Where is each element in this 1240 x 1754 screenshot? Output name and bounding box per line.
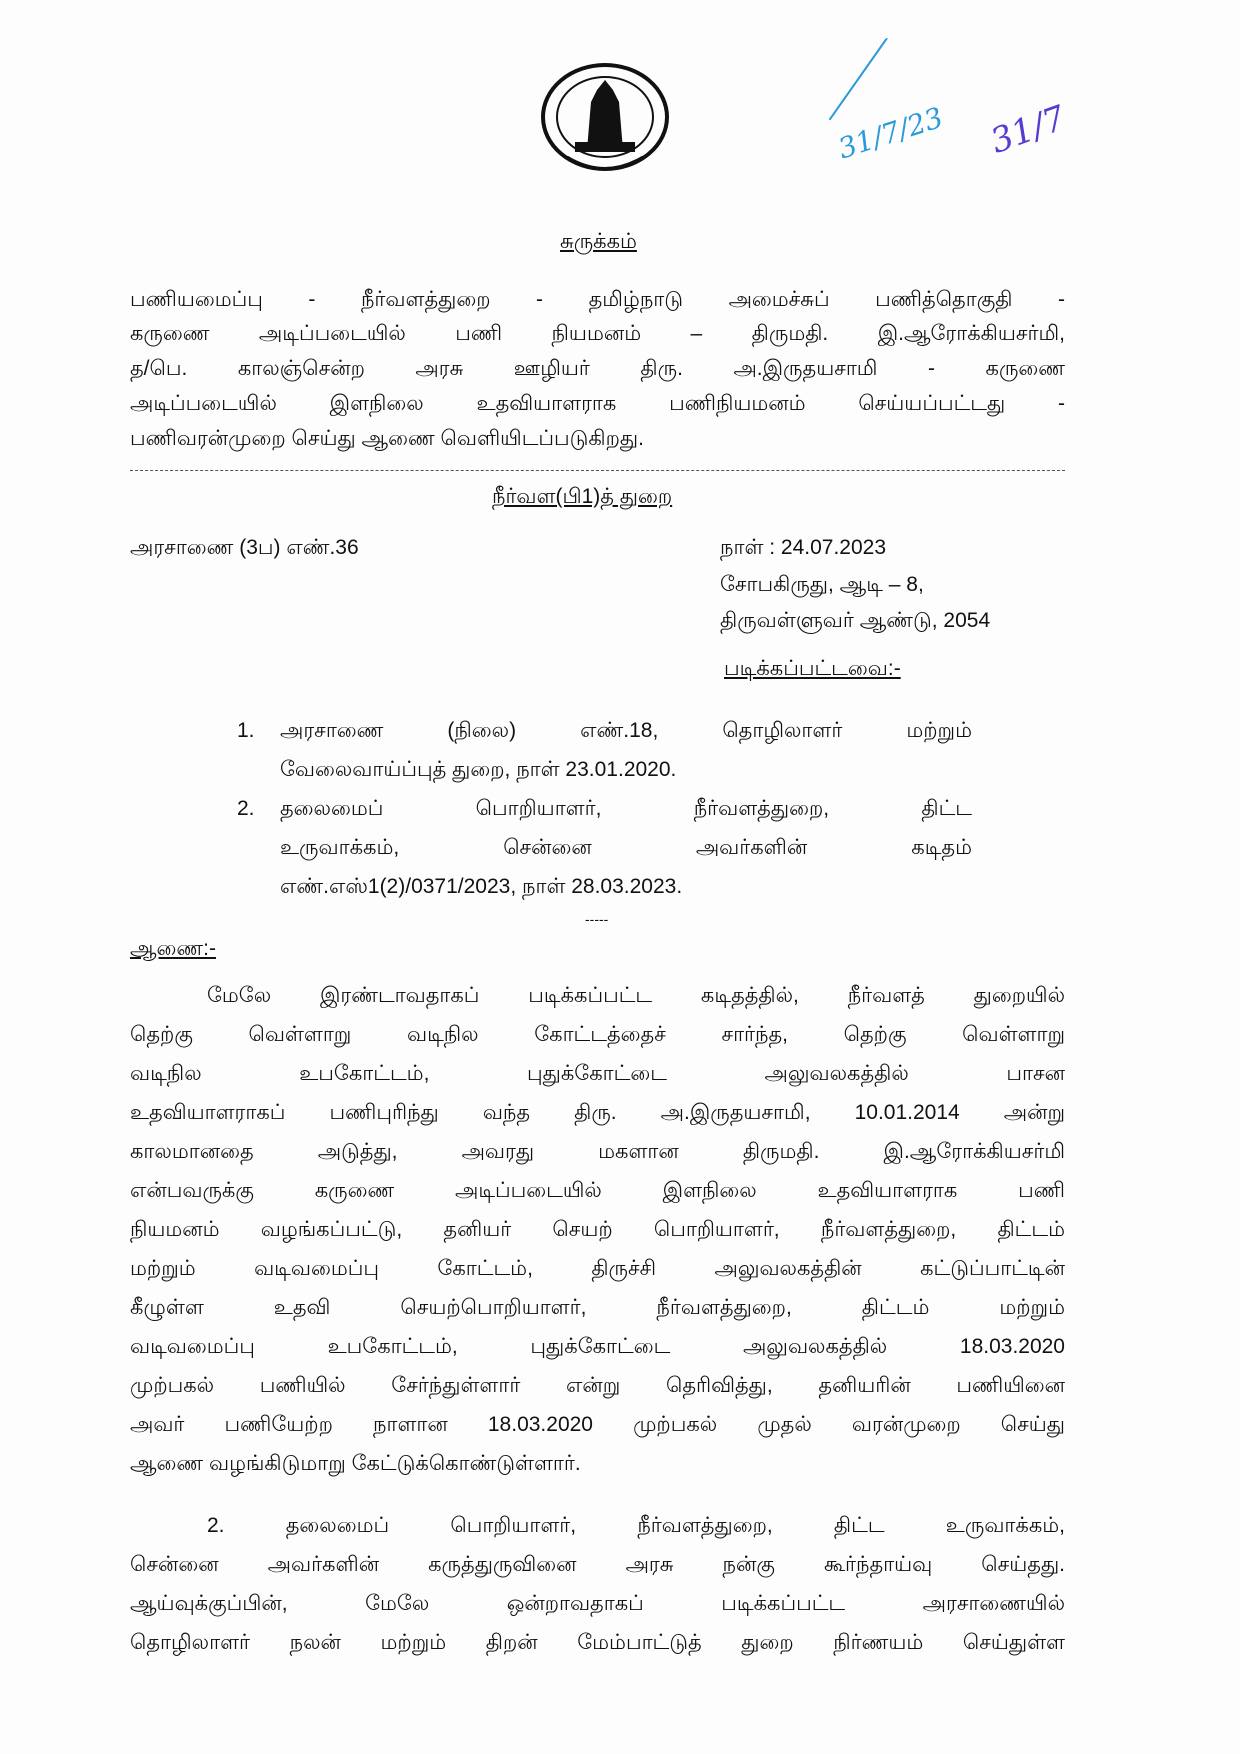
- paragraph-line: நியமனம் வழங்கப்பட்டு, தனியர் செயற் பொறியாளர், நீர்வளத்துறை, திட்டம்: [130, 1218, 1065, 1241]
- paragraph-line: கீழுள்ள உதவி செயற்பொறியாளர், நீர்வளத்துறை, திட்டம் மற்றும்: [130, 1296, 1065, 1319]
- paragraph-line: மேலே இரண்டாவதாகப் படிக்கப்பட்ட கடிதத்தில், நீர்வளத் துறையில்: [207, 984, 1065, 1007]
- signature-blue-date: 31/7/23: [834, 100, 948, 166]
- read-heading: படிக்கப்பட்டவை:-: [724, 657, 901, 680]
- signature-purple-date: 31/7: [985, 98, 1071, 162]
- reference-line: தலைமைப் பொறியாளர், நீர்வளத்துறை, திட்ட: [280, 797, 972, 820]
- paragraph-line: மற்றும் வடிவமைப்பு கோட்டம், திருச்சி அலுவலகத்தின் கட்டுப்பாட்டின்: [130, 1257, 1065, 1280]
- order-heading: ஆணை:-: [130, 937, 216, 960]
- paragraph-line: என்பவருக்கு கருணை அடிப்படையில் இளநிலை உதவியாளராக பணி: [130, 1179, 1065, 1202]
- reference-number: 1.: [237, 719, 255, 742]
- reference-number: 2.: [237, 797, 255, 820]
- summary-line: அடிப்படையில் இளநிலை உதவியாளராக பணிநியமனம் செய்யப்பட்டது -: [130, 392, 1065, 415]
- tamil-date-line: சோபகிருது, ஆடி – 8,: [720, 573, 924, 596]
- signature-blue: [813, 34, 948, 166]
- paragraph-line: சென்னை அவர்களின் கருத்துருவினை அரசு நன்கு கூர்ந்தாய்வு செய்தது.: [130, 1553, 1065, 1576]
- paragraph-line: காலமானதை அடுத்து, அவரது மகளான திருமதி. இ.ஆரோக்கியசர்மி: [130, 1140, 1065, 1163]
- signature-purple: [985, 98, 1070, 162]
- summary-title: சுருக்கம்: [560, 230, 637, 253]
- paragraph-line: தொழிலாளர் நலன் மற்றும் திறன் மேம்பாட்டுத் துறை நிர்ணயம் செய்துள்ள: [130, 1631, 1065, 1654]
- summary-line: பணிவரன்முறை செய்து ஆணை வெளியிடப்படுகிறது.: [130, 427, 644, 450]
- paragraph-line: 2. தலைமைப் பொறியாளர், நீர்வளத்துறை, திட்ட உருவாக்கம்,: [207, 1514, 1065, 1537]
- go-number: அரசாணை (3ப) எண்.36: [130, 536, 359, 559]
- reference-line: எண்.எஸ்1(2)/0371/2023, நாள் 28.03.2023.: [280, 875, 683, 898]
- tamil-nadu-emblem: [525, 62, 685, 182]
- separator: -----: [585, 911, 609, 927]
- paragraph-line: உதவியாளராகப் பணிபுரிந்து வந்த திரு. அ.இருதயசாமி, 10.01.2014 அன்று: [130, 1101, 1065, 1124]
- divider: [130, 470, 1065, 471]
- paragraph-line: ஆய்வுக்குப்பின், மேலே ஒன்றாவதாகப் படிக்கப்பட்ட அரசாணையில்: [130, 1592, 1065, 1615]
- paragraph-line: அவர் பணியேற்ற நாளான 18.03.2020 முற்பகல் முதல் வரன்முறை செய்து: [130, 1413, 1065, 1436]
- reference-line: வேலைவாய்ப்புத் துறை, நாள் 23.01.2020.: [280, 758, 677, 781]
- department-heading: நீர்வள(பி1)த் துறை: [492, 485, 673, 508]
- paragraph-line: ஆணை வழங்கிடுமாறு கேட்டுக்கொண்டுள்ளார்.: [130, 1452, 581, 1475]
- paragraph-line: தெற்கு வெள்ளாறு வடிநில கோட்டத்தைச் சார்ந்த, தெற்கு வெள்ளாறு: [130, 1023, 1065, 1046]
- date-line: நாள் : 24.07.2023: [720, 536, 887, 559]
- summary-line: த/பெ. காலஞ்சென்ற அரசு ஊழியர் திரு. அ.இருதயசாமி - கருணை: [130, 357, 1065, 380]
- reference-line: உருவாக்கம், சென்னை அவர்களின் கடிதம்: [280, 836, 972, 859]
- thiruvalluvar-year-line: திருவள்ளுவர் ஆண்டு, 2054: [720, 609, 991, 632]
- paragraph-line: வடிநில உபகோட்டம், புதுக்கோட்டை அலுவலகத்தில் பாசன: [130, 1062, 1065, 1085]
- paragraph-line: முற்பகல் பணியில் சேர்ந்துள்ளார் என்று தெரிவித்து, தனியரின் பணியினை: [130, 1374, 1065, 1397]
- summary-line: பணியமைப்பு - நீர்வளத்துறை - தமிழ்நாடு அமைச்சுப் பணித்தொகுதி -: [130, 288, 1065, 311]
- summary-line: கருணை அடிப்படையில் பணி நியமனம் – திருமதி. இ.ஆரோக்கியசர்மி,: [130, 322, 1065, 345]
- paragraph-line: வடிவமைப்பு உபகோட்டம், புதுக்கோட்டை அலுவலகத்தில் 18.03.2020: [130, 1335, 1065, 1358]
- reference-line: அரசாணை (நிலை) எண்.18, தொழிலாளர் மற்றும்: [280, 719, 972, 742]
